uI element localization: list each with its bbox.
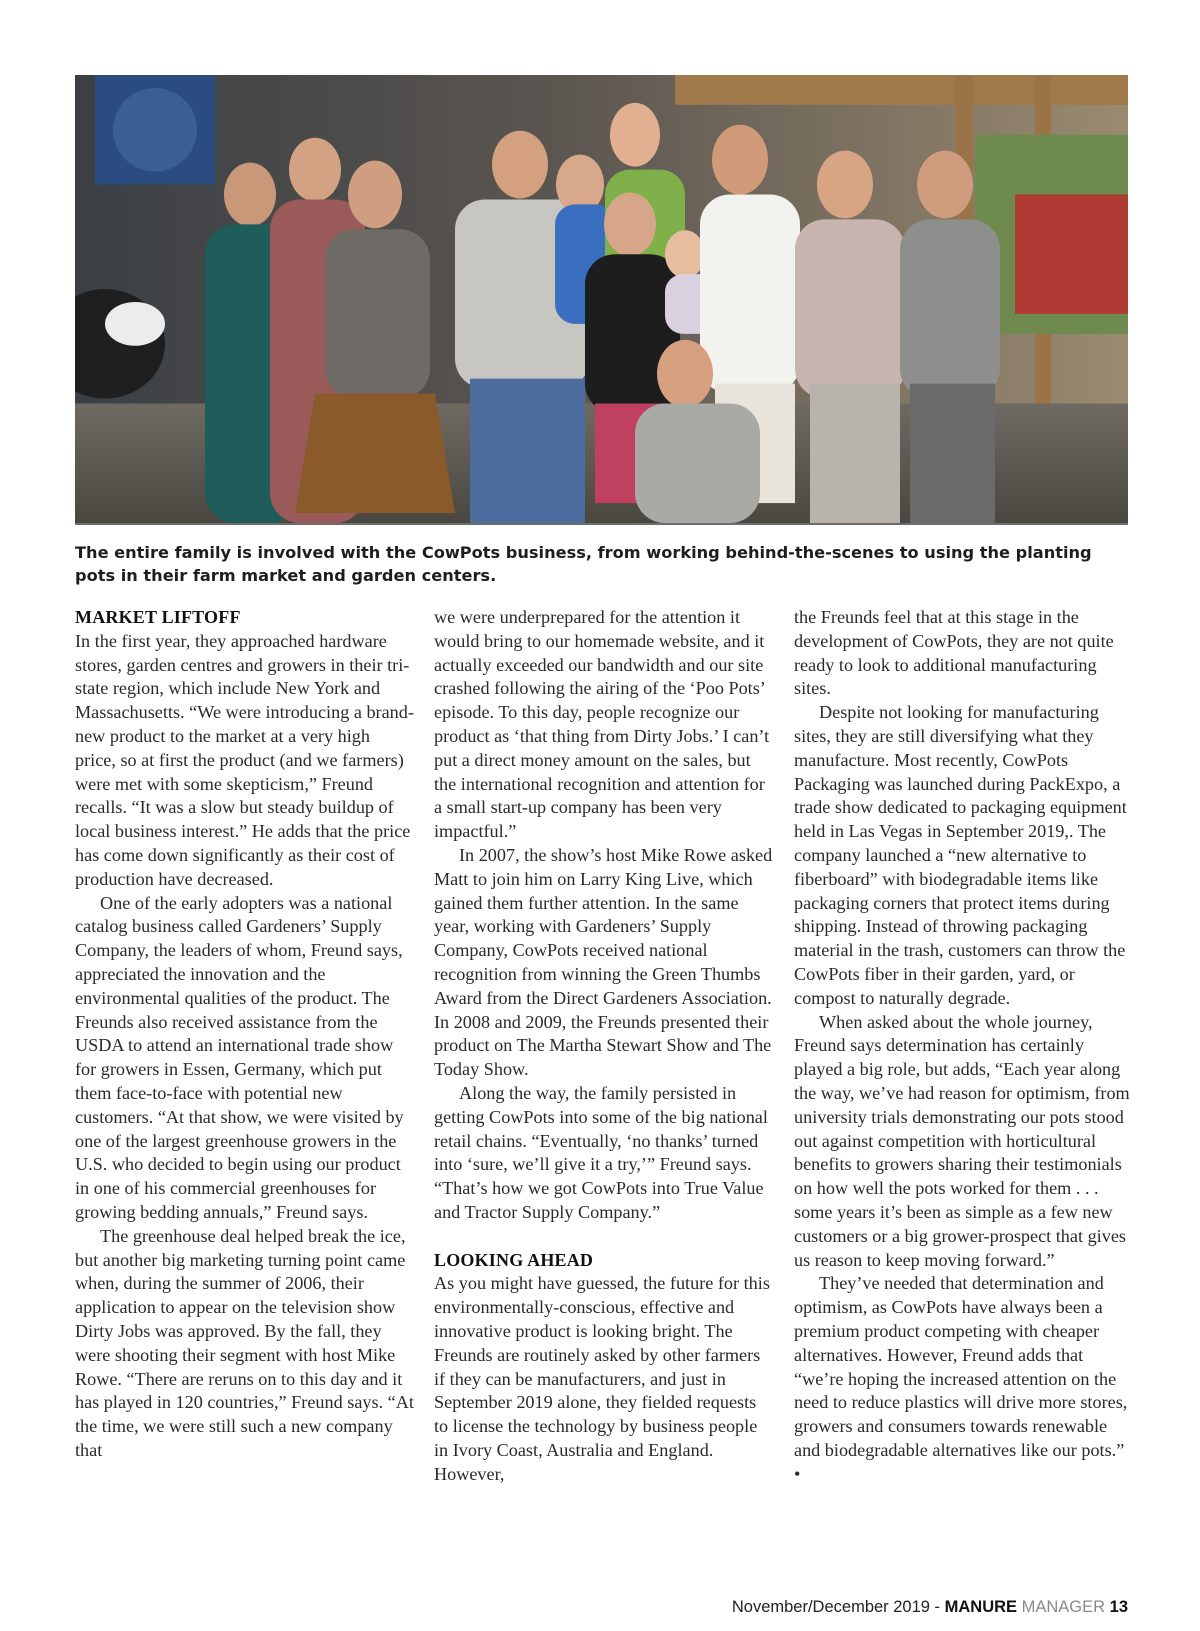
article-column-1 — [75, 606, 415, 1463]
paragraph: the Freunds feel that at this stage in the development of CowPots, they are not quite ready to look to additional manufacturing sites. — [794, 607, 1114, 699]
paragraph: we were underprepared for the attention it would bring to our homemade website, and it actually exceeded our bandwidth and our site crashed following the airing of the ‘Poo Pots’ episode. To this day, people recognize our product as ‘that thing from Dirty Jobs.’ I can’t put a direct money amount on the sales, but the international recognition and attention for a small start-up company has been very impactful.” — [434, 607, 770, 842]
paragraph: They’ve needed that determination and optimism, as CowPots have always been a premium product competing with cheaper alternatives. However, Freund adds that “we’re hoping the increased attention on the need to reduce plastics will drive more stores, growers and consumers towards renewable and biodegradable alternatives like our pots.” • — [794, 1273, 1128, 1484]
family-photo — [75, 75, 1128, 525]
paragraph: In the first year, they approached hardware stores, garden centres and growers in their tri-state region, which include New York and Massachusetts. “We were introducing a brand-new product to the market at a very high price, so at first the product (and we farmers) were met with some skepticism,” Freund recalls. “It was a slow but steady buildup of local business interest.” He adds that the price has come down significantly as their cost of production have decreased. — [75, 630, 414, 889]
paragraph: In 2007, the show’s host Mike Rowe asked Matt to join him on Larry King Live, which gained them further attention. In the same year, working with Gardeners’ Supply Company, CowPots received national recognition from winning the Green Thumbs Award from the Direct Gardeners Association. In 2008 and 2009, the Freunds presented their product on The Martha Stewart Show and The Today Show. — [434, 844, 773, 1080]
page-footer — [690, 1598, 1128, 1617]
photo-caption: The entire family is involved with the CowPots business, from working behind-the-scenes to using the planting pots in their farm market and garden centers. — [75, 543, 1092, 585]
paragraph: As you might have guessed, the future for this environmentally-conscious, effective and innovative product is looking bright. The Freunds are routinely asked by other farmers if they can be manufacturers, and just in September 2019 alone, they fielded requests to license the technology by business people in Ivory Coast, Australia and England. However, — [434, 1273, 770, 1484]
magazine-name-light: MANAGER — [1017, 1598, 1106, 1616]
paragraph: Despite not looking for manufacturing sites, they are still diversifying what they manufacture. Most recently, CowPots Packaging was launched during PackExpo, a trade show dedicated to packaging equipment held in Las Vegas in September 2019,. The company launched a “new alternative to fiberboard” with biodegradable items like packaging corners that protect items during shipping. Instead of throwing packaging material in the trash, customers can throw the CowPots fiber in their garden, yard, or compost to naturally degrade. — [794, 702, 1127, 1008]
family-photo-icon — [75, 75, 1128, 523]
issue-date: November/December 2019 - — [731, 1598, 945, 1616]
page-number: 13 — [1105, 1598, 1128, 1616]
section-heading: MARKET LIFTOFF — [75, 607, 241, 627]
paragraph: One of the early adopters was a national catalog business called Gardeners’ Supply Company, the leaders of whom, Freund says, appreciated the innovation and the environmental qualities of the product. The Freunds also received assistance from the USDA to attend an international trade show for growers in Essen, Germany, which put them face-to-face with potential new customers. “At that show, we were visited by one of the largest greenhouse growers in the U.S. who decided to begin using our product in one of his commercial greenhouses for growing bedding annuals,” Freund says. — [75, 892, 404, 1222]
article-column-3 — [794, 606, 1134, 1486]
paragraph: The greenhouse deal helped break the ice, but another big marketing turning point came when, during the summer of 2006, their application to appear on the television show Dirty Jobs was approved. By the fall, they were shooting their segment with host Mike Rowe. “There are reruns on to this day and it has played in 120 countries,” Freund says. “At the time, we were still such a new company that — [75, 1225, 414, 1460]
magazine-name-bold: MANURE — [944, 1598, 1018, 1616]
section-heading: LOOKING AHEAD — [434, 1249, 594, 1270]
paragraph: Along the way, the family persisted in getting CowPots into some of the big national retail chains. “Eventually, ‘no thanks’ turned into ‘sure, we’ll give it a try,’” Freund says. “That’s how we got CowPots into True Value and Tractor Supply Company.” — [434, 1082, 768, 1222]
article-column-2 — [434, 606, 774, 1486]
paragraph: When asked about the whole journey, Freund says determination has certainly played a big role, but adds, “Each year along the way, we’ve had reason for optimism, from university trials demonstrating our pots stood out against competition with horticultural benefits to growers sharing their testimonials on how well the pots worked for them . . . some years it’s been as simple as a few new customers or a big grower-prospect that gives us reason to keep moving forward.” — [794, 1011, 1130, 1270]
